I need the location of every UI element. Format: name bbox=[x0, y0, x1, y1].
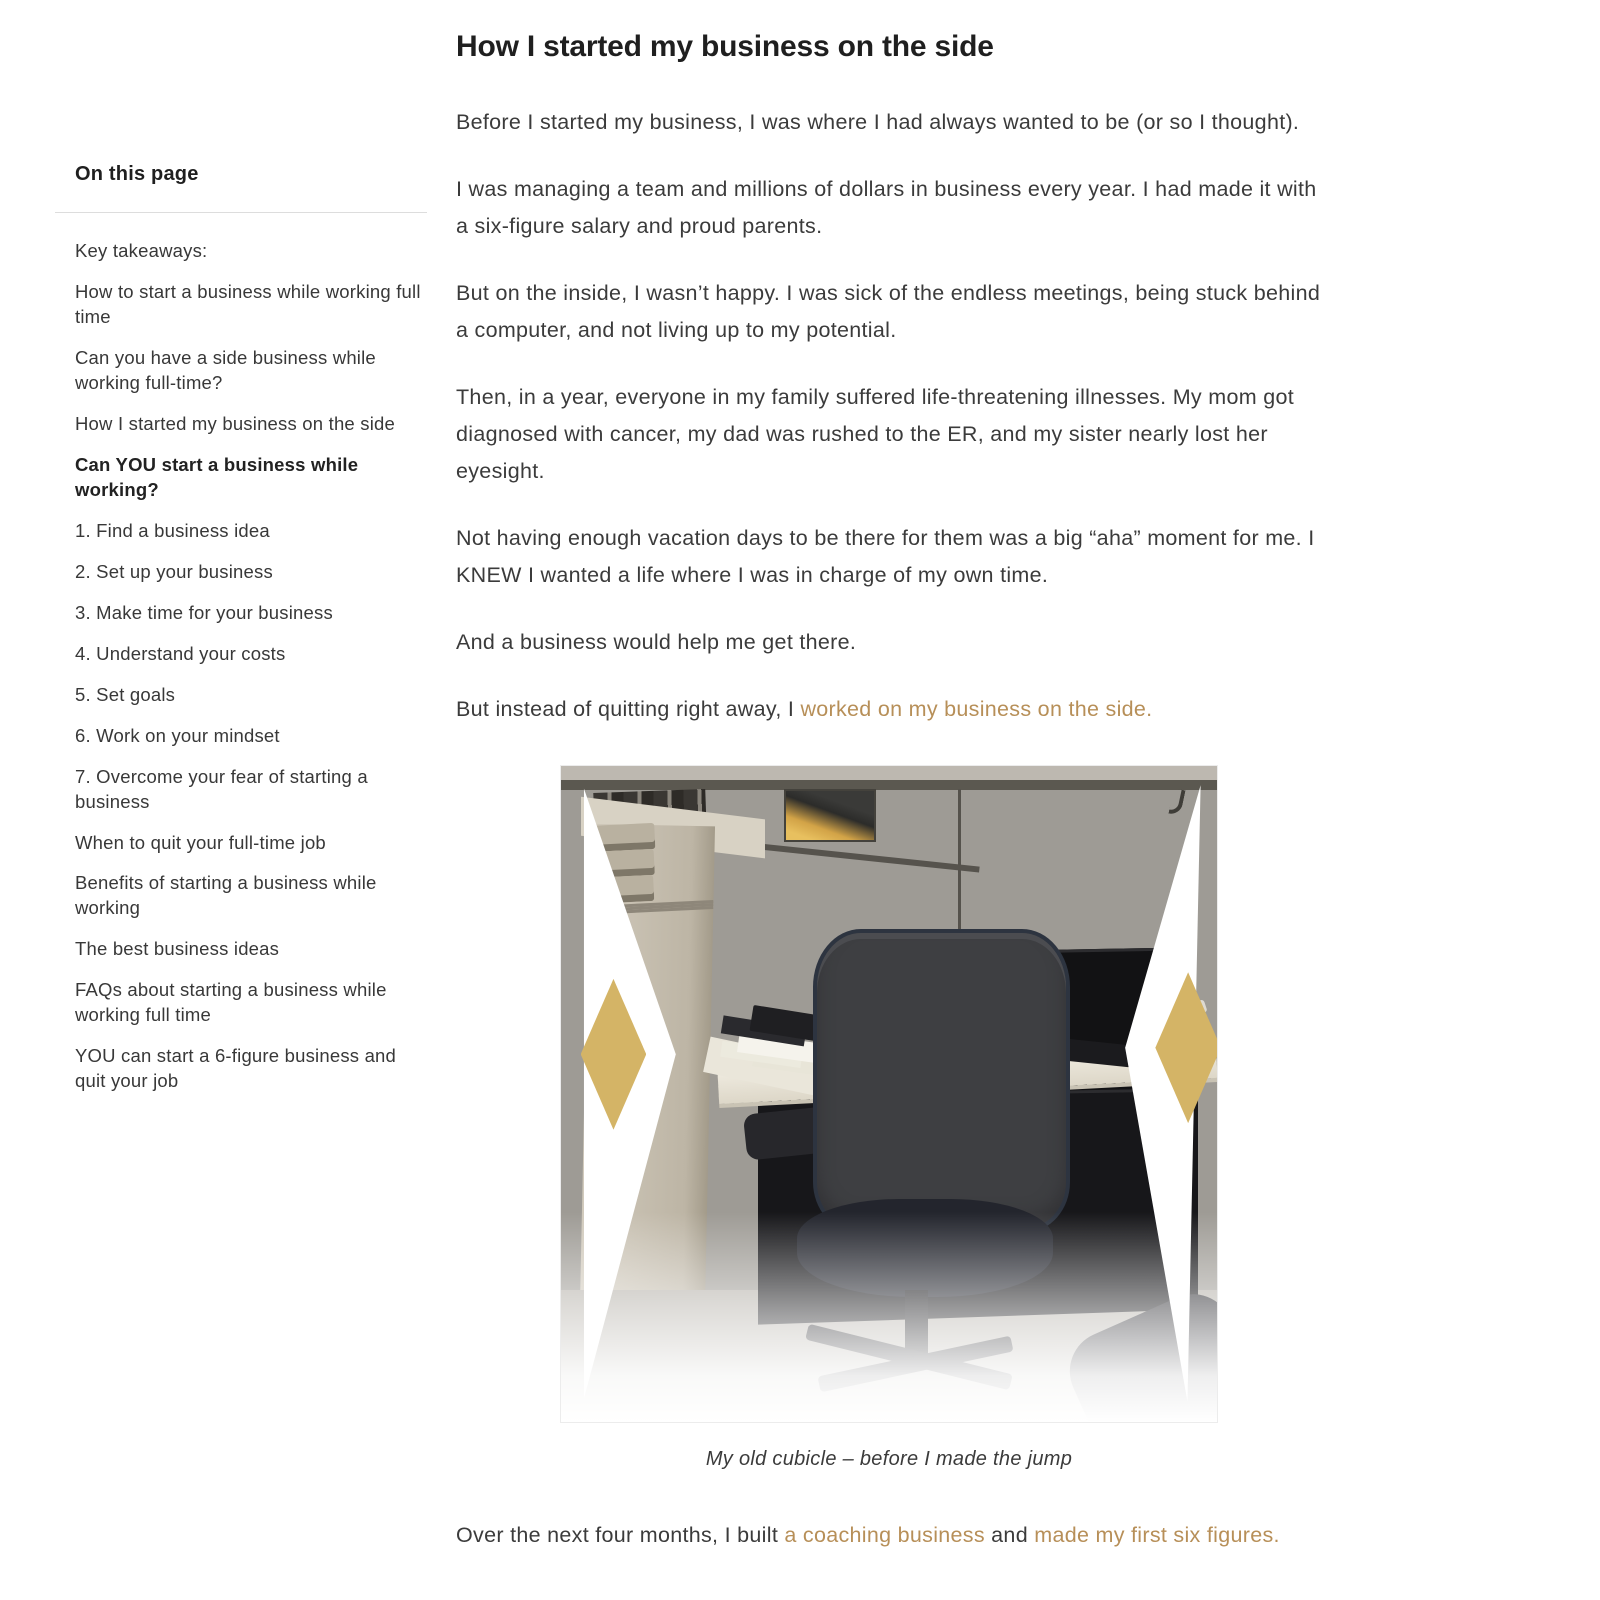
wall-art bbox=[784, 789, 876, 841]
cubicle-photo bbox=[561, 766, 1217, 1422]
toc-item[interactable]: 7. Overcome your fear of starting a business bbox=[75, 765, 368, 812]
toc-item[interactable]: 2. Set up your business bbox=[75, 560, 273, 582]
cubicle-wall-top bbox=[561, 766, 1217, 780]
article-paragraphs-bottom bbox=[456, 1517, 1322, 1554]
inline-link[interactable]: made my first six figures. bbox=[1034, 1522, 1280, 1547]
toc-item[interactable]: 5. Set goals bbox=[75, 683, 176, 705]
toc-item[interactable]: FAQs about starting a business while working full time bbox=[75, 979, 387, 1026]
inline-link[interactable]: worked on my business on the side. bbox=[800, 696, 1153, 721]
article-paragraph: Before I started my business, I was where I had always wanted to be (or so I thought). bbox=[456, 110, 1300, 134]
article-paragraphs-top bbox=[456, 104, 1322, 728]
toc-list bbox=[55, 239, 427, 1094]
toc-item[interactable]: Key takeaways: bbox=[75, 240, 208, 261]
wall-hook-icon bbox=[1169, 788, 1186, 816]
toc-item[interactable]: 1. Find a business idea bbox=[75, 519, 270, 541]
image-caption: My old cubicle – before I made the jump bbox=[705, 1447, 1073, 1470]
article-figure bbox=[456, 766, 1322, 1471]
article-paragraph: Not having enough vacation days to be there for them was a big “aha” moment for me. I KNEW I wanted a life where I was in charge of my own time. bbox=[456, 525, 1315, 587]
toc-item[interactable]: How to start a business while working full time bbox=[75, 280, 421, 327]
toc-item[interactable]: Can you have a side business while working full-time? bbox=[75, 346, 376, 393]
article-heading: How I started my business on the side bbox=[456, 30, 994, 63]
toc-item[interactable]: Can YOU start a business while working? bbox=[75, 453, 359, 500]
toc-item[interactable]: 3. Make time for your business bbox=[75, 601, 333, 623]
toc-item[interactable]: When to quit your full-time job bbox=[75, 831, 326, 853]
toc-divider bbox=[55, 212, 427, 213]
partition-top-trim bbox=[561, 780, 1217, 790]
toc-item[interactable]: How I started my business on the side bbox=[75, 412, 395, 434]
article bbox=[456, 30, 1322, 1584]
article-paragraph: Then, in a year, everyone in my family suffered life-threatening illnesses. My mom got diagnosed with cancer, my dad was rushed to the ER, and my sister nearly lost her eyesight. bbox=[456, 384, 1294, 483]
toc-sidebar bbox=[55, 163, 427, 1110]
toc-item[interactable]: The best business ideas bbox=[75, 938, 280, 960]
toc-item[interactable]: Benefits of starting a business while working bbox=[75, 872, 377, 919]
inline-link[interactable]: a coaching business bbox=[784, 1522, 985, 1547]
article-paragraph: I was managing a team and millions of dollars in business every year. I had made it with a six-figure salary and proud parents. bbox=[456, 176, 1317, 238]
article-paragraph: But on the inside, I wasn’t happy. I was sick of the endless meetings, being stuck behind a computer, and not living up to my potential. bbox=[456, 280, 1321, 342]
toc-item[interactable]: YOU can start a 6-figure business and quit your job bbox=[75, 1045, 397, 1092]
office-chair-back bbox=[817, 933, 1066, 1228]
toc-title: On this page bbox=[75, 163, 199, 185]
article-paragraph: And a business would help me get there. bbox=[456, 629, 857, 654]
article-paragraph: But instead of quitting right away, I worked on my business on the side. bbox=[456, 696, 1153, 721]
article-paragraph: Over the next four months, I built a coaching business and made my first six figures. bbox=[456, 1522, 1280, 1547]
bottom-white-fade bbox=[561, 1212, 1217, 1422]
toc-item[interactable]: 4. Understand your costs bbox=[75, 642, 286, 664]
toc-item[interactable]: 6. Work on your mindset bbox=[75, 724, 280, 746]
